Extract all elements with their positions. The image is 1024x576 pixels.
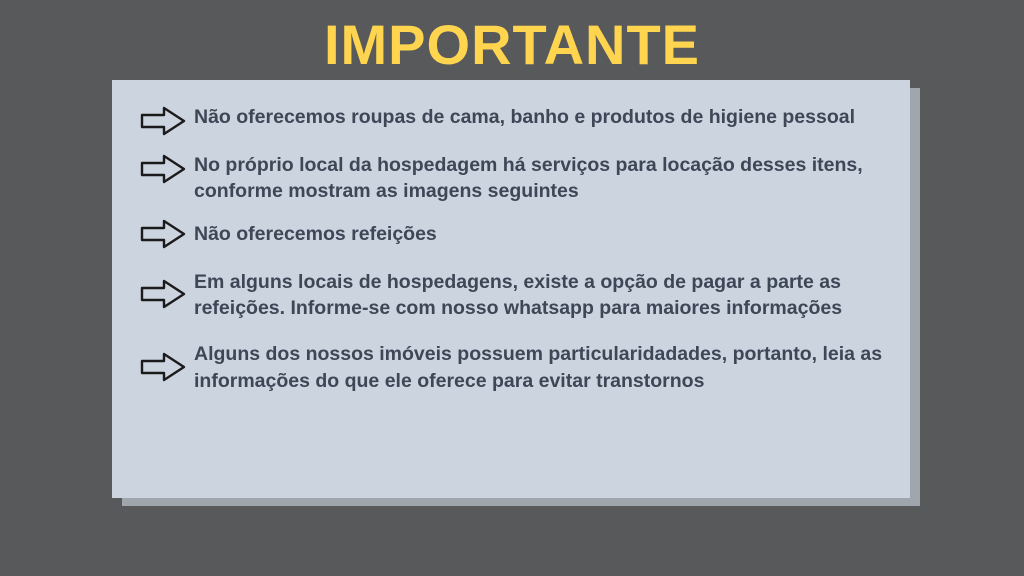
list-item-text: Alguns dos nossos imóveis possuem particularidadades, portanto, leia as informações do que ele oferece para evitar transtornos xyxy=(194,343,883,392)
list-item xyxy=(138,102,884,136)
list-item-text: Não oferecemos roupas de cama, banho e produtos de higiene pessoal xyxy=(194,106,856,128)
content-panel xyxy=(112,80,910,498)
list-item-text: Não oferecemos refeições xyxy=(194,222,437,245)
list-item-text: Em alguns locais de hospedagens, existe a opção de pagar a parte as refeições. Informe-se com nosso whatsapp para maiores informações xyxy=(194,270,843,319)
page-title: IMPORTANTE xyxy=(323,13,701,76)
list-item xyxy=(138,267,884,322)
list-item xyxy=(138,150,884,205)
arrow-right-icon xyxy=(138,219,188,249)
arrow-right-icon xyxy=(138,150,188,184)
arrow-right-icon xyxy=(138,102,188,136)
arrow-right-icon xyxy=(138,279,188,309)
arrow-right-icon xyxy=(138,352,188,382)
list-item xyxy=(138,219,884,249)
list-item xyxy=(138,339,884,394)
list-item-text: No próprio local da hospedagem há serviços para locação desses itens, conforme mostram as imagens seguintes xyxy=(194,154,863,203)
